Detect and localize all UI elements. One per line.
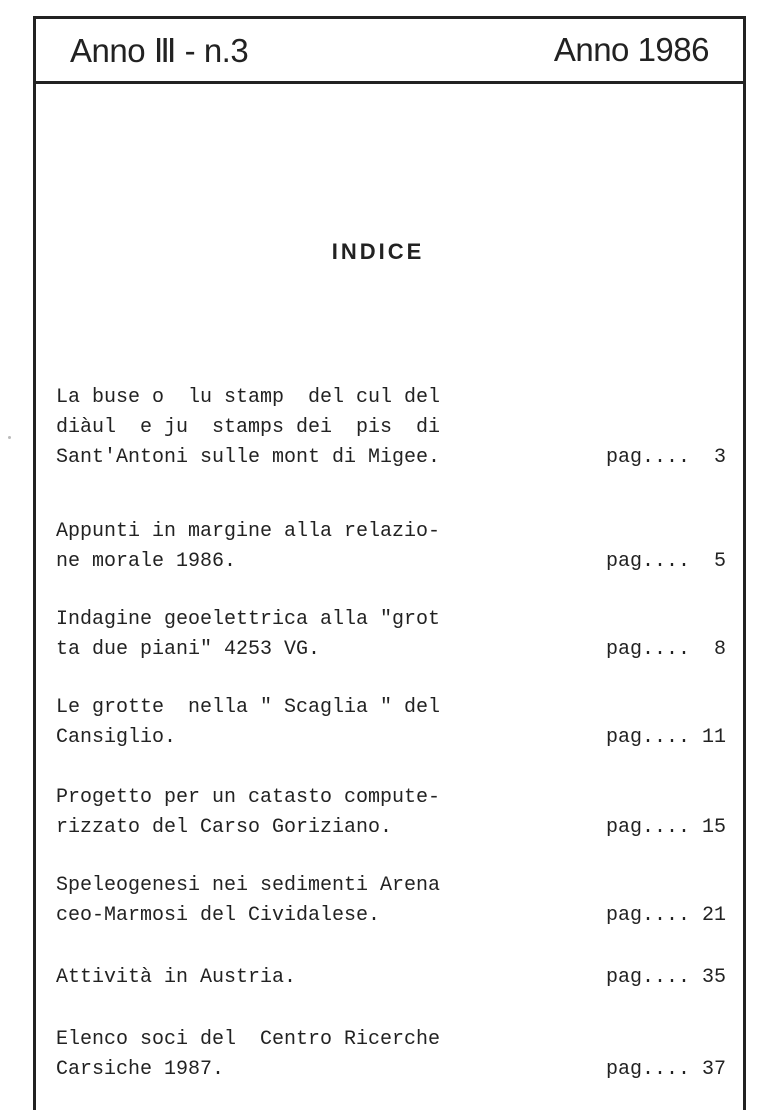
entry-page: pag.... 5 — [605, 550, 726, 573]
issue-label: Anno Ⅲ - n.3 — [70, 32, 249, 69]
entry-line: Appunti in margine alla relazio- — [56, 520, 441, 543]
entry-line: ne morale 1986. — [56, 550, 237, 573]
header-bar — [36, 19, 743, 84]
entry-line: La buse o lu stamp del cul del — [56, 386, 441, 409]
entry-line: ceo-Marmosi del Cividalese. — [56, 904, 381, 927]
entry-line: Carsiche 1987. — [56, 1058, 225, 1081]
entry-line: Attività in Austria. — [56, 966, 297, 989]
scan-speck — [8, 436, 11, 439]
entry-page: pag.... 8 — [605, 638, 726, 661]
entry-line: Speleogenesi nei sedimenti Arena — [56, 874, 441, 897]
entry-page: pag.... 11 — [605, 726, 726, 749]
entry-line: rizzato del Carso Goriziano. — [56, 816, 393, 839]
year-label: Anno 1986 — [553, 31, 709, 68]
entry-line: Le grotte nella " Scaglia " del — [56, 696, 441, 719]
entry-line: Progetto per un catasto compute- — [56, 786, 441, 809]
entry-page: pag.... 3 — [605, 446, 726, 469]
entry-line: Indagine geoelettrica alla "grot — [56, 608, 441, 631]
index-title: INDICE — [331, 239, 425, 264]
entry-line: Elenco soci del Centro Ricerche — [56, 1028, 441, 1051]
entry-line: ta due piani" 4253 VG. — [56, 638, 321, 661]
entry-page: pag.... 21 — [605, 904, 726, 927]
entry-line: Cansiglio. — [56, 726, 177, 749]
entry-page: pag.... 35 — [605, 966, 726, 989]
page-frame — [33, 16, 746, 1110]
entry-page: pag.... 15 — [605, 816, 726, 839]
entry-line: Sant'Antoni sulle mont di Migee. — [56, 446, 441, 469]
entry-page: pag.... 37 — [605, 1058, 726, 1081]
entry-line: diàul e ju stamps dei pis di — [56, 416, 441, 439]
